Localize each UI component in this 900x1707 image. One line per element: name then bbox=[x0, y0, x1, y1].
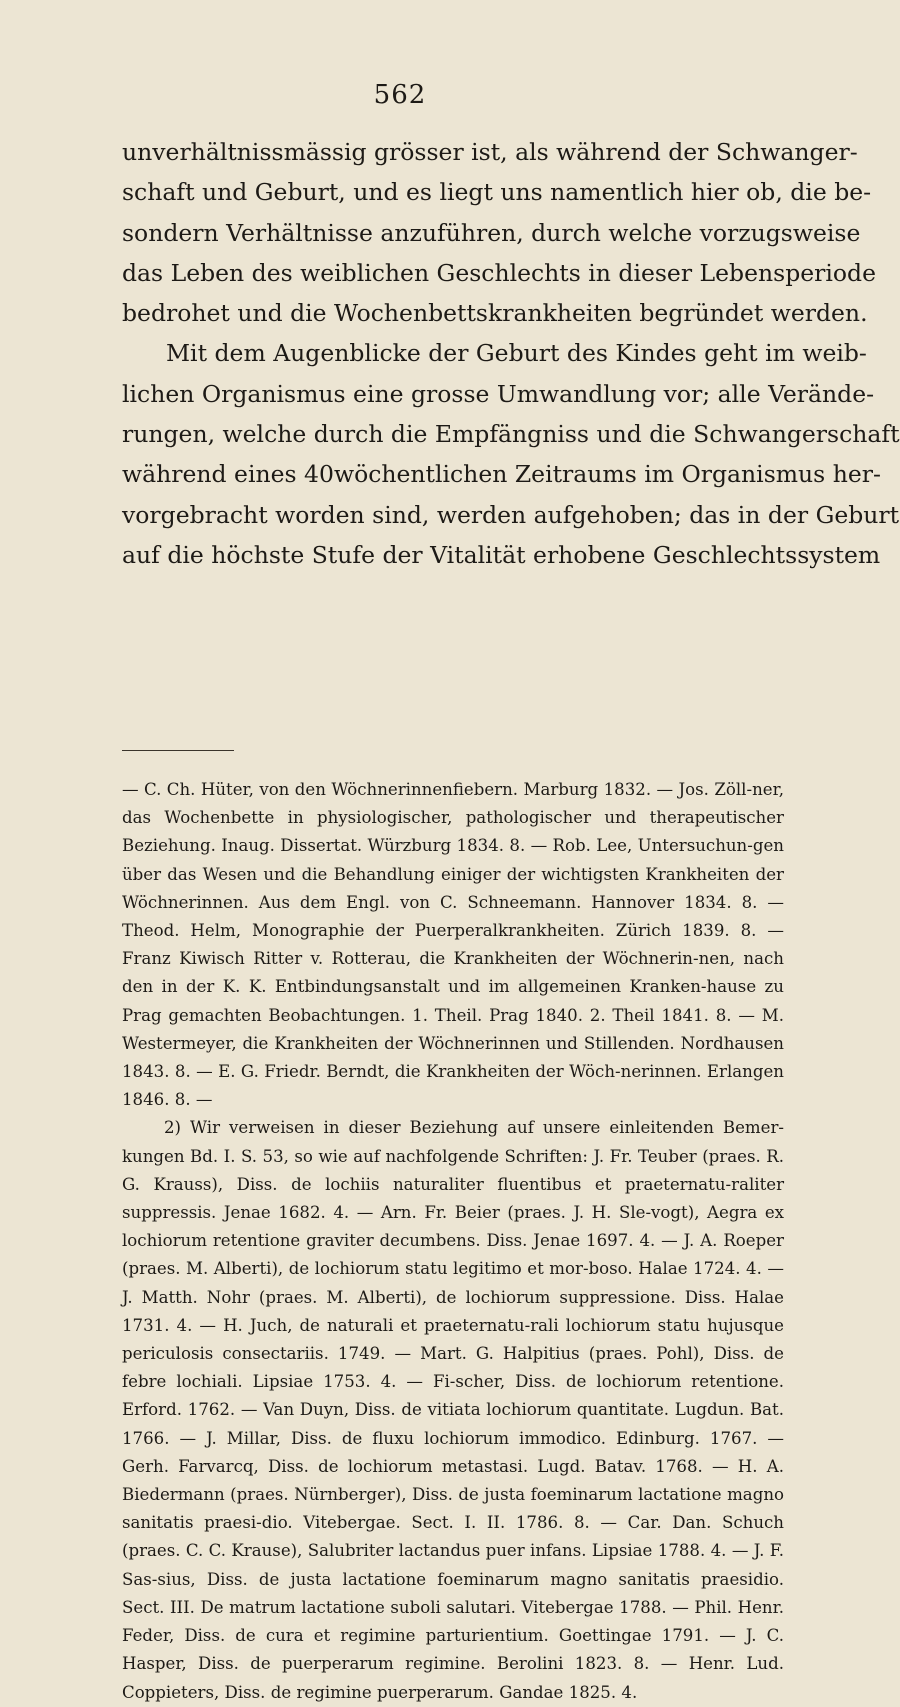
body-line: schaft und Geburt, und es liegt uns namentlich hier ob, die be- bbox=[122, 178, 872, 207]
body-line: unverhältnissmässig grösser ist, als während der Schwanger- bbox=[122, 138, 858, 166]
body-text bbox=[122, 132, 900, 575]
body-line: das Leben des weiblichen Geschlechts in dieser Lebensperiode bbox=[122, 258, 876, 287]
body-line: Mit dem Augenblicke der Geburt des Kindes geht im weib- bbox=[166, 339, 867, 368]
footnote-continuation: — C. Ch. Hüter, von den Wöchnerinnenfiebern. Marburg 1832. — Jos. Zöll-ner, das Wochenbette in physiologischer, pathologischer und therapeutischer Beziehung. Inaug. Dissertat. Würzburg 1834. 8. — Rob. Lee, Untersuchun-gen über das Wesen und die Behandlung einiger der wichtigsten Krankheiten der Wöchnerinnen. Aus dem Engl. von C. Schneemann. Hannover 1834. 8. — Theod. Helm, Monographie der Puerperalkrankheiten. Zürich 1839. 8. — Franz Kiwisch Ritter v. Rotterau, die Krankheiten der Wöchnerin-nen, nach den in der K. K. Entbindungsanstalt und im allgemeinen Kranken-hause zu Prag gemachten Beobachtungen. 1. Theil. Prag 1840. 2. Theil 1841. 8. — M. Westermeyer, die Krankheiten der Wöchnerinnen und Stillenden. Nordhausen 1843. 8. — E. G. Friedr. Berndt, die Krankheiten der Wöch-nerinnen. Erlangen 1846. 8. — bbox=[122, 780, 784, 1110]
body-line: auf die höchste Stufe der Vitalität erhobene Geschlechtssystem bbox=[122, 540, 881, 569]
footnote-2: 2) Wir verweisen in dieser Beziehung auf unsere einleitenden Bemer-kungen Bd. I. S. 53, so wie auf nachfolgende Schriften: J. Fr. Teuber (praes. R. G. Krauss), Diss. de lochiis naturaliter fluentibus et praeternatu-raliter suppressis. Jenae 1682. 4. — Arn. Fr. Beier (praes. J. H. Sle-vogt), Aegra ex lochiorum retentione graviter decumbens. Diss. Jenae 1697. 4. — J. A. Roeper (praes. M. Alberti), de lochiorum statu legitimo et mor-boso. Halae 1724. 4. — J. Matth. Nohr (praes. M. Alberti), de lochiorum suppressione. Diss. Halae 1731. 4. — H. Juch, de naturali et praeternatu-rali lochiorum statu hujusque periculosis consectariis. 1749. — Mart. G. Halpitius (praes. Pohl), Diss. de febre lochiali. Lipsiae 1753. 4. — Fi-scher, Diss. de lochiorum retentione. Erford. 1762. — Van Duyn, Diss. de vitiata lochiorum quantitate. Lugdun. Bat. 1766. — J. Millar, Diss. de fluxu lochiorum immodico. Edinburg. 1767. — Gerh. Farvarcq, Diss. de lochiorum metastasi. Lugd. Batav. 1768. — H. A. Biedermann (praes. Nürnberger), Diss. de justa foeminarum lactatione magno sanitatis praesi-dio. Vitebergae. Sect. I. II. 1786. 8. — Car. Dan. Schuch (praes. C. C. Krause), Salubriter lactandus puer infans. Lipsiae 1788. 4. — J. F. Sas-sius, Diss. de justa lactatione foeminarum magno sanitatis praesidio. Sect. III. De matrum lactatione suboli salutari. Vitebergae 1788. — Phil. Henr. Feder, Diss. de cura et regimine parturientium. Goettingae 1791. — J. C. Hasper, Diss. de puerperarum regimine. Berolini 1823. 8. — Henr. Lud. Coppieters, Diss. de regimine puerperarum. Gandae 1825. 4. bbox=[122, 1118, 784, 1702]
body-line: lichen Organismus eine grosse Umwandlung vor; alle Verände- bbox=[122, 379, 875, 408]
page-number: 562 bbox=[373, 80, 427, 110]
body-line: während eines 40wöchentlichen Zeitraums im Organismus her- bbox=[122, 460, 881, 489]
footnotes bbox=[122, 776, 784, 1707]
body-line: rungen, welche durch die Empfängniss und die Schwangerschaft bbox=[122, 420, 900, 449]
body-line: vorgebracht worden sind, werden aufgehoben; das in der Geburt bbox=[122, 500, 900, 529]
footnote-separator bbox=[122, 750, 234, 751]
body-line: sondern Verhältnisse anzuführen, durch welche vorzugsweise bbox=[122, 218, 861, 247]
body-line: bedrohet und die Wochenbettskrankheiten begründet werden. bbox=[122, 299, 868, 328]
